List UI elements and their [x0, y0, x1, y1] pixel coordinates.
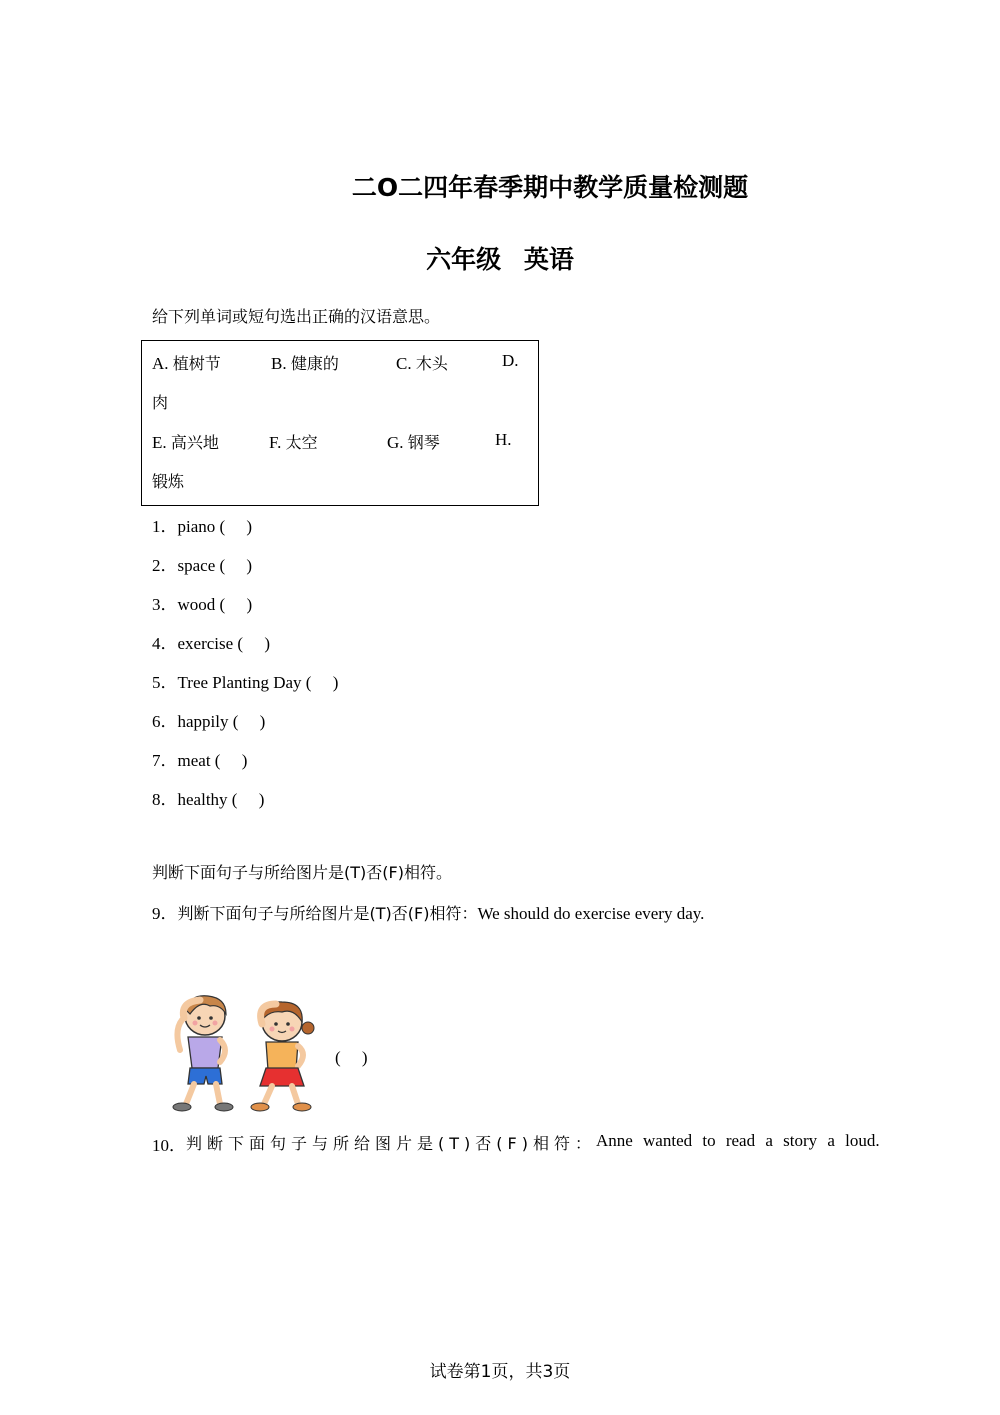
question-3: 3．wood ( ) — [152, 595, 253, 614]
question-4: 4．exercise ( ) — [152, 634, 271, 653]
question-8: 8．healthy ( ) — [152, 790, 265, 809]
option-g: G. 钢琴 — [387, 433, 440, 452]
option-f: F. 太空 — [269, 433, 318, 452]
question-9: 9．判断下面句子与所给图片是(T)否(F)相符：We should do exercise every day. — [152, 904, 705, 923]
option-d-letter: D. — [502, 351, 519, 370]
option-h-letter: H. — [495, 430, 512, 449]
option-a: A. 植树节 — [152, 354, 221, 373]
page-title: 二O二四年春季期中教学质量检测题 — [351, 173, 749, 202]
page-subtitle: 六年级 英语 — [426, 245, 574, 274]
question-9-answer-blank: ( ) — [335, 1048, 368, 1067]
page-footer: 试卷第1页，共3页 — [429, 1362, 571, 1382]
section1-instruction: 给下列单词或短句选出正确的汉语意思。 — [152, 307, 441, 326]
question-6: 6．happily ( ) — [152, 712, 266, 731]
question-5: 5．Tree Planting Day ( ) — [152, 673, 339, 692]
girl-figure — [251, 1002, 314, 1111]
choices-box — [141, 340, 539, 506]
question-7: 7．meat ( ) — [152, 751, 248, 770]
section2-instruction: 判断下面句子与所给图片是(T)否(F)相符。 — [152, 863, 452, 882]
kids-exercising-illustration — [160, 990, 320, 1115]
option-e: E. 高兴地 — [152, 433, 219, 452]
option-b: B. 健康的 — [271, 354, 339, 373]
boy-figure — [173, 996, 233, 1111]
option-c: C. 木头 — [396, 354, 448, 373]
option-h-text: 锻炼 — [152, 472, 185, 491]
option-d-text: 肉 — [152, 393, 169, 412]
question-1: 1．piano ( ) — [152, 517, 253, 536]
question-2: 2．space ( ) — [152, 556, 253, 575]
question-10: 10． 判断下面句子与所给图片是(T)否(F)相符： Anne wanted to read a story a loud. — [152, 1131, 880, 1155]
